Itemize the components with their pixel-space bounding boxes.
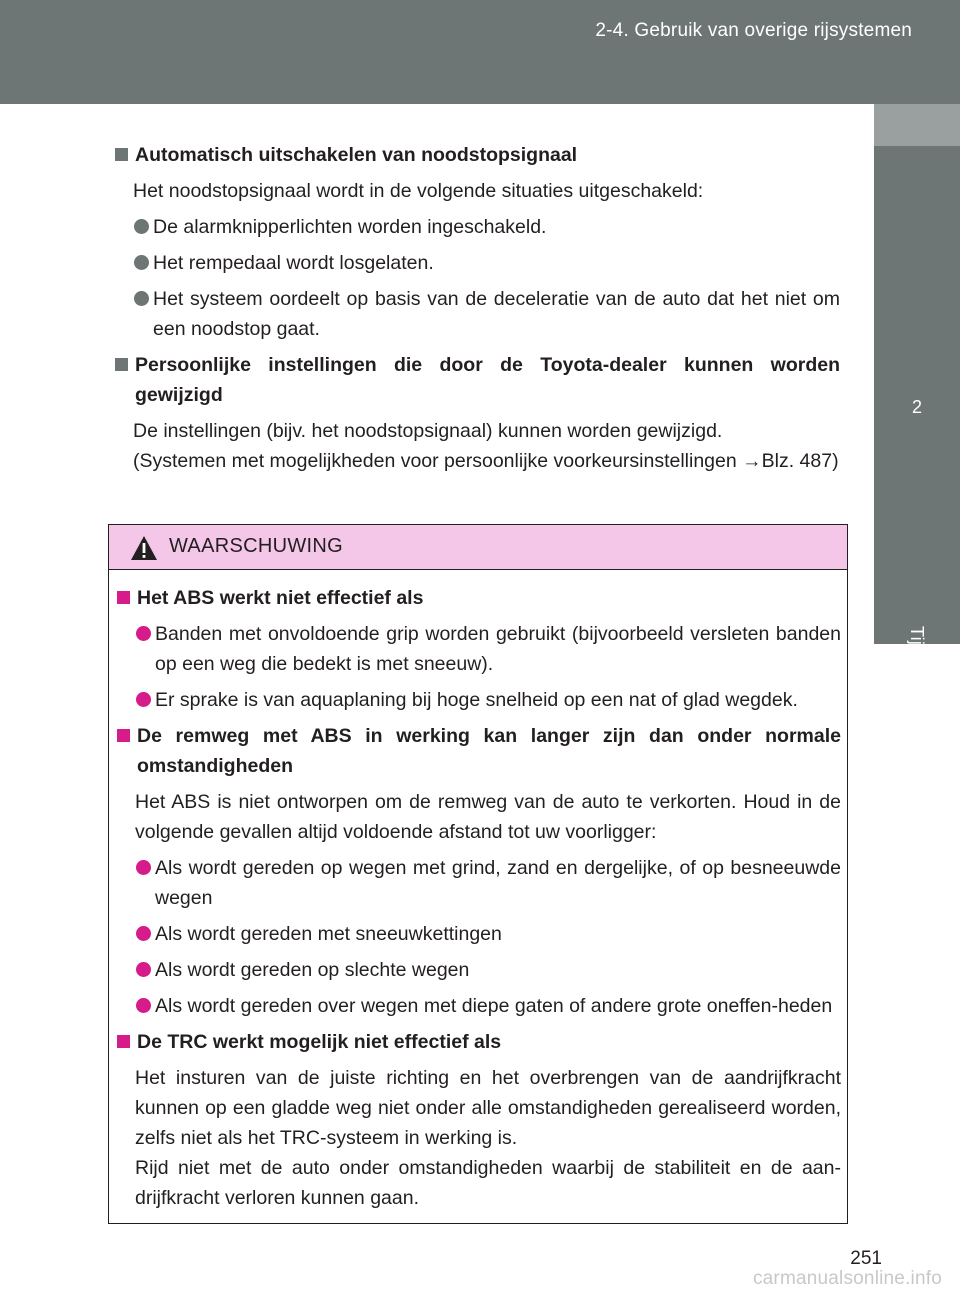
warning-header: [109, 525, 847, 570]
square-bullet-icon: [115, 358, 128, 371]
circle-bullet-icon: [134, 291, 149, 306]
main-content: [113, 140, 840, 482]
list-item: Als wordt gereden op slechte wegen: [115, 955, 841, 985]
page-number: 251: [850, 1248, 882, 1269]
body-text: Het ABS is niet ontworpen om de remweg van de auto te verkorten. Houd in de volgende gevallen altijd voldoende afstand tot uw voorligger:: [135, 791, 841, 843]
square-bullet-icon: [117, 1035, 130, 1048]
body-text: Het insturen van de juiste richting en het overbrengen van de aandrijfkracht kunnen op een gladde weg niet onder alle omstandigheden gerealiseerd worden, zelfs niet als het TRC-systeem in werking is.: [135, 1067, 841, 1149]
header-band: [0, 0, 960, 104]
square-bullet-icon: [115, 148, 128, 161]
square-bullet-icon: [117, 729, 130, 742]
warning-title: WAARSCHUWING: [169, 535, 343, 557]
circle-bullet-icon: [136, 860, 151, 875]
list-item: Als wordt gereden met sneeuwkettingen: [115, 919, 841, 949]
page-reference: (Systemen met mogelijkheden voor persoonlijke voorkeursinstellingen →Blz. 487): [133, 450, 839, 472]
warning-content: [115, 583, 841, 1219]
circle-bullet-icon: [136, 926, 151, 941]
circle-bullet-icon: [136, 962, 151, 977]
section-heading: Persoonlijke instellingen die door de Toyota-dealer kunnen worden gewijzigd: [113, 350, 840, 410]
warning-heading: Het ABS werkt niet effectief als: [115, 583, 841, 613]
square-bullet-icon: [117, 591, 130, 604]
circle-bullet-icon: [136, 626, 151, 641]
list-item: Banden met onvoldoende grip worden gebruikt (bijvoorbeeld versleten banden op een weg die bedekt is met sneeuw).: [115, 619, 841, 679]
watermark: carmanualsonline.info: [752, 1268, 942, 1289]
chapter-label: Tijdens het rijden: [907, 626, 927, 768]
list-item: Het rempedaal wordt losgelaten.: [113, 248, 840, 278]
list-item: Als wordt gereden over wegen met diepe gaten of andere grote oneffen-heden: [115, 991, 841, 1021]
warning-box: [108, 524, 848, 1224]
warning-heading: De remweg met ABS in werking kan langer zijn dan onder normale omstandigheden: [115, 721, 841, 781]
warning-heading: De TRC werkt mogelijk niet effectief als: [115, 1027, 841, 1057]
list-item: De alarmknipperlichten worden ingeschakeld.: [113, 212, 840, 242]
chapter-tab: [874, 146, 960, 768]
section-title: 2-4. Gebruik van overige rijsystemen: [595, 20, 912, 41]
body-text: Het noodstopsignaal wordt in de volgende situaties uitgeschakeld:: [133, 180, 704, 202]
circle-bullet-icon: [134, 255, 149, 270]
list-item: Als wordt gereden op wegen met grind, zand en dergelijke, of op besneeuwde wegen: [115, 853, 841, 913]
body-text: Rijd niet met de auto onder omstandigheden waarbij de stabiliteit en de aan-drijfkracht verloren kunnen gaan.: [135, 1157, 841, 1209]
circle-bullet-icon: [134, 219, 149, 234]
list-item: Het systeem oordeelt op basis van de deceleratie van de auto dat het niet om een noodstop gaat.: [113, 284, 840, 344]
circle-bullet-icon: [136, 692, 151, 707]
side-tab-top: [874, 104, 960, 146]
section-heading: Automatisch uitschakelen van noodstopsignaal: [113, 140, 840, 170]
body-text: De instellingen (bijv. het noodstopsignaal) kunnen worden gewijzigd.: [133, 420, 723, 442]
chapter-number: 2: [911, 397, 922, 417]
list-item: Er sprake is van aquaplaning bij hoge snelheid op een nat of glad wegdek.: [115, 685, 841, 715]
warning-triangle-icon: [130, 535, 158, 561]
circle-bullet-icon: [136, 998, 151, 1013]
